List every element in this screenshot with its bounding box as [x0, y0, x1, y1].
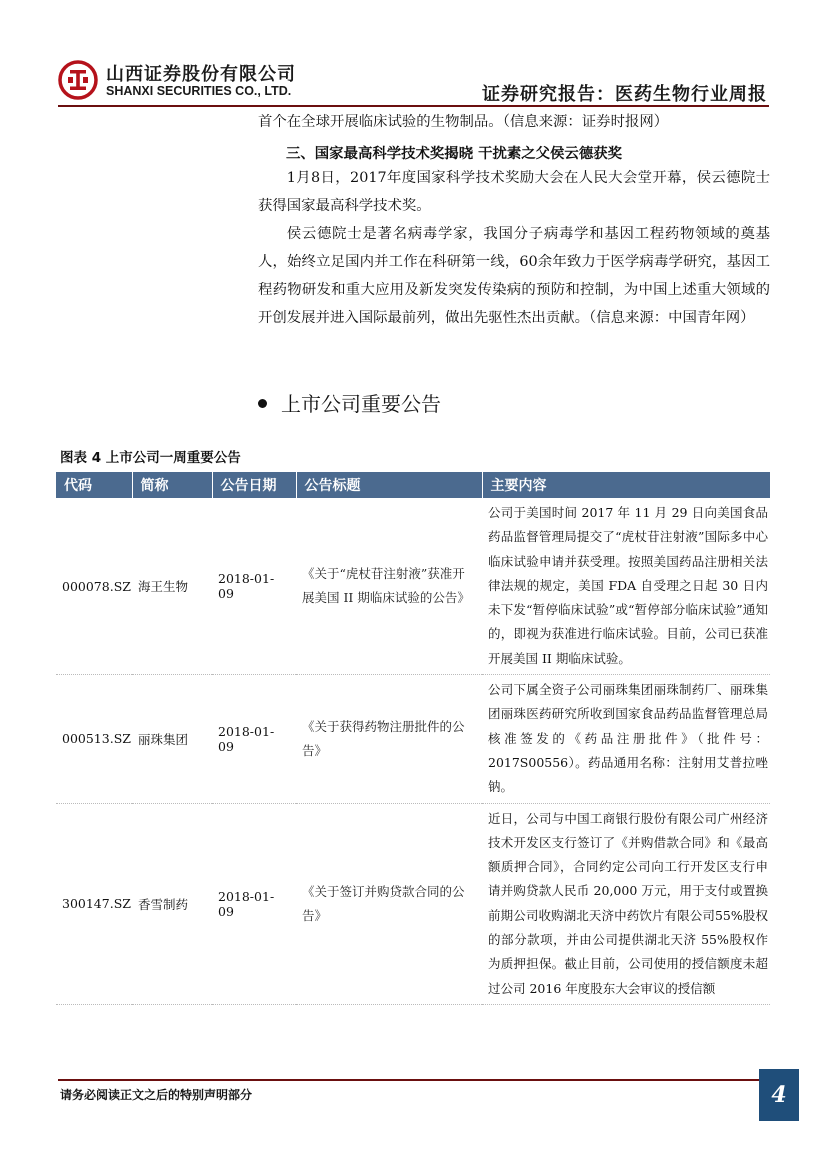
cell-title: 《关于获得药物注册批件的公告》	[296, 675, 482, 803]
cell-name: 香雪制药	[132, 803, 212, 1004]
announcements-table	[56, 472, 770, 1005]
section-heading: 三、国家最高科学技术奖揭晓 干扰素之父侯云德获奖	[286, 146, 622, 162]
footer-disclaimer: 请务必阅读正文之后的特别声明部分	[60, 1088, 253, 1102]
company-name-en: SHANXI SECURITIES CO., LTD.	[106, 84, 292, 98]
bullet-title-text: 上市公司重要公告	[281, 392, 441, 416]
paragraph-1	[258, 164, 770, 220]
shanxi-securities-logo-icon	[58, 60, 98, 100]
page-number-badge: 4	[759, 1069, 799, 1121]
bullet-icon	[258, 399, 267, 408]
cell-date: 2018-01-09	[212, 675, 296, 803]
cell-date: 2018-01-09	[212, 498, 296, 675]
continuation-paragraph	[258, 108, 770, 136]
figure-title: 图表 4 上市公司一周重要公告	[60, 450, 241, 466]
column-header-content: 主要内容	[482, 472, 770, 498]
column-header-code: 代码	[56, 472, 132, 498]
table-row	[56, 498, 770, 675]
cell-name: 海王生物	[132, 498, 212, 675]
column-header-title: 公告标题	[296, 472, 482, 498]
column-header-name: 简称	[132, 472, 212, 498]
cell-title: 《关于签订并购贷款合同的公告》	[296, 803, 482, 1004]
header-divider	[58, 105, 769, 107]
paragraph-2	[258, 220, 770, 332]
cell-content: 近日，公司与中国工商银行股份有限公司广州经济技术开发区支行签订了《并购借款合同》和《最高额质押合同》，合同约定公司向工行开发区支行申请并购贷款人民币 20,000 万元，用于支付或置换前期公司收购湖北天济中药饮片有限公司55%股权的部分款项，并由公司提供湖北天济 55%股权作为质押担保。截止目前，公司使用的授信额度未超过公司 2016 年度股东大会审议的授信额	[482, 803, 770, 1004]
company-name-cn: 山西证券股份有限公司	[106, 64, 296, 85]
cell-date: 2018-01-09	[212, 803, 296, 1004]
paragraph-2-text: 侯云德院士是著名病毒学家，我国分子病毒学和基因工程药物领域的奠基人，始终立足国内并工作在科研第一线，60余年致力于医学病毒学研究，基因工程药物研发和重大应用及新发突发传染病的预防和控制，为中国上述重大领域的开创发展并进入国际最前列，做出先驱性杰出贡献。（信息来源：中国青年网）	[258, 226, 770, 326]
table-row	[56, 803, 770, 1004]
cell-title: 《关于“虎杖苷注射液”获准开展美国 II 期临床试验的公告》	[296, 498, 482, 675]
section-bullet-title	[258, 388, 441, 417]
report-title: 证券研究报告：医药生物行业周报	[482, 84, 767, 105]
table-header-row	[56, 472, 770, 498]
cell-name: 丽珠集团	[132, 675, 212, 803]
table-row	[56, 675, 770, 803]
cell-content: 公司于美国时间 2017 年 11 月 29 日向美国食品药品监督管理局提交了“虎杖苷注射液”国际多中心临床试验申请并获受理。按照美国药品注册相关法律法规的规定，美国 FDA 自受理之日起 30 日内未下发“暂停临床试验”或“暂停部分临床试验”通知的，即视为获准进行临床试验。目前，公司已获准开展美国 II 期临床试验。	[482, 498, 770, 675]
continuation-text: 首个在全球开展临床试验的生物制品。（信息来源：证券时报网）	[258, 114, 669, 130]
cell-content: 公司下属全资子公司丽珠集团丽珠制药厂、丽珠集团丽珠医药研究所收到国家食品药品监督管理总局核准签发的《药品注册批件》（批件号：2017S00556）。药品通用名称：注射用艾普拉唑钠。	[482, 675, 770, 803]
paragraph-1-text: 1月8日，2017年度国家科学技术奖励大会在人民大会堂开幕，侯云德院士获得国家最高科学技术奖。	[258, 170, 770, 214]
cell-code: 000078.SZ	[56, 498, 132, 675]
footer-divider	[58, 1079, 769, 1081]
cell-code: 300147.SZ	[56, 803, 132, 1004]
column-header-date: 公告日期	[212, 472, 296, 498]
cell-code: 000513.SZ	[56, 675, 132, 803]
